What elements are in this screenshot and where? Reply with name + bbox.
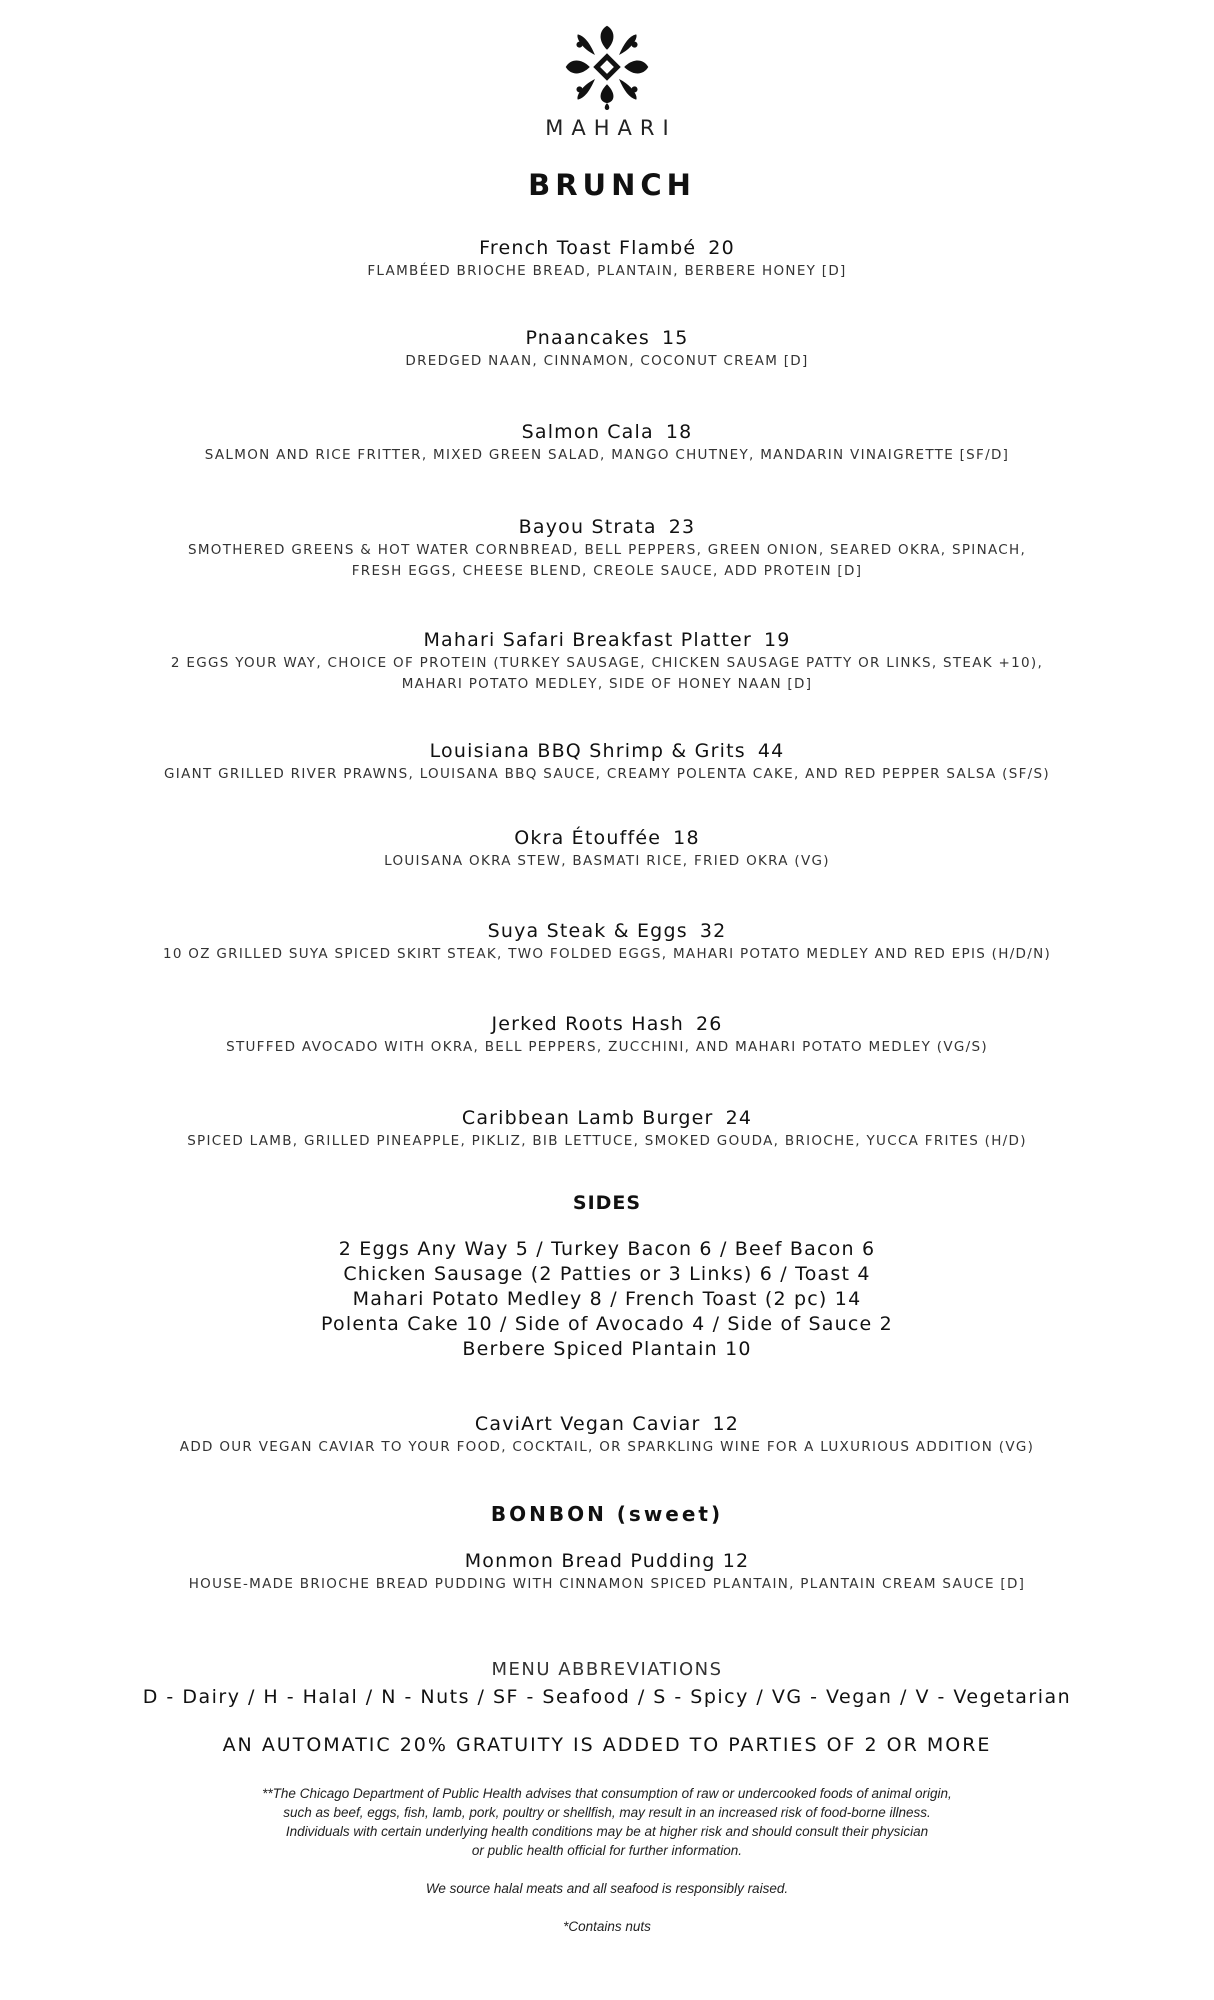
item-name-line (0, 1012, 1214, 1036)
sides-line: Berbere Spiced Plantain 10 (462, 1338, 752, 1360)
item-description: SALMON AND RICE FRITTER, MIXED GREEN SALAD, MANGO CHUTNEY, MANDARIN VINAIGRETTE [SF/D] (204, 447, 1010, 463)
item-name: Suya Steak & Eggs (487, 920, 688, 942)
menu-item (0, 326, 1214, 371)
abbreviations-block (0, 1658, 1214, 1710)
item-name-line (0, 515, 1214, 539)
nuts-note: *Contains nuts (563, 1919, 651, 1934)
item-name: Monmon Bread Pudding 12 (464, 1550, 750, 1572)
item-name-line (0, 739, 1214, 763)
sides-title: SIDES (572, 1192, 642, 1214)
sides-line: 2 Eggs Any Way 5 / Turkey Bacon 6 / Beef Bacon 6 (338, 1238, 876, 1260)
item-name: French Toast Flambé (479, 237, 697, 259)
item-description: ADD OUR VEGAN CAVIAR TO YOUR FOOD, COCKTAIL, OR SPARKLING WINE FOR A LUXURIOUS ADDITION (VG) (179, 1439, 1035, 1455)
item-name-line (0, 420, 1214, 444)
disclaimer-line: Individuals with certain underlying health conditions may be at higher risk and should consult their physician (285, 1824, 929, 1839)
caviar-item (0, 1412, 1214, 1457)
sourcing-note: We source halal meats and all seafood is responsibly raised. (425, 1881, 789, 1896)
item-description: HOUSE-MADE BRIOCHE BREAD PUDDING WITH CINNAMON SPICED PLANTAIN, PLANTAIN CREAM SAUCE [D] (188, 1576, 1026, 1592)
gratuity-notice: AN AUTOMATIC 20% GRATUITY IS ADDED TO PARTIES OF 2 OR MORE (222, 1734, 992, 1756)
item-price: 23 (668, 516, 696, 538)
abbreviations-title: MENU ABBREVIATIONS (491, 1659, 723, 1680)
item-price: 20 (708, 237, 735, 259)
menu-item (0, 1106, 1214, 1151)
bonbon-title: BONBON (sweet) (490, 1502, 724, 1526)
item-name-line (0, 628, 1214, 652)
item-name: CaviArt Vegan Caviar (474, 1413, 701, 1435)
item-price: 44 (757, 740, 785, 762)
item-description: SPICED LAMB, GRILLED PINEAPPLE, PIKLIZ, BIB LETTUCE, SMOKED GOUDA, BRIOCHE, YUCCA FRITES (H/D) (187, 1133, 1027, 1149)
disclaimer-line: **The Chicago Department of Public Health advises that consumption of raw or undercooked foods of animal origin, (262, 1786, 952, 1801)
sides-line: Chicken Sausage (2 Patties or 3 Links) 6 / Toast 4 (343, 1263, 871, 1285)
item-name-line (0, 326, 1214, 350)
mahari-logo-icon (564, 24, 650, 110)
item-description: FLAMBÉED BRIOCHE BREAD, PLANTAIN, BERBERE HONEY [D] (367, 263, 847, 279)
health-disclaimer (0, 1784, 1214, 1936)
item-price: 19 (763, 629, 791, 651)
item-price: 15 (661, 327, 689, 349)
item-name: Okra Étouffée (514, 827, 662, 849)
item-description: SMOTHERED GREENS & HOT WATER CORNBREAD, BELL PEPPERS, GREEN ONION, SEARED OKRA, SPINACH, (187, 542, 1027, 558)
item-name: Bayou Strata (518, 516, 657, 538)
sides-list (0, 1237, 1214, 1362)
item-name: Louisiana BBQ Shrimp & Grits (429, 740, 746, 762)
sides-line: Polenta Cake 10 / Side of Avocado 4 / Side of Sauce 2 (321, 1313, 893, 1335)
abbreviations-line: D - Dairy / H - Halal / N - Nuts / SF - Seafood / S - Spicy / VG - Vegan / V - Vegetarian (142, 1686, 1072, 1708)
menu-item (0, 826, 1214, 871)
item-price: 18 (665, 421, 693, 443)
item-price: 24 (725, 1107, 753, 1129)
item-price: 18 (673, 827, 700, 849)
item-description: MAHARI POTATO MEDLEY, SIDE OF HONEY NAAN [D] (401, 676, 813, 692)
spacer (0, 1860, 1214, 1879)
sides-line: Mahari Potato Medley 8 / French Toast (2 pc) 14 (352, 1288, 862, 1310)
disclaimer-line: such as beef, eggs, fish, lamb, pork, poultry or shellfish, may result in an increased risk of food-borne illness. (283, 1805, 931, 1820)
item-price: 26 (695, 1013, 723, 1035)
item-name: Jerked Roots Hash (491, 1013, 684, 1035)
item-name-line (0, 1106, 1214, 1130)
item-description: LOUISANA OKRA STEW, BASMATI RICE, FRIED OKRA (VG) (384, 853, 830, 869)
menu-item (0, 919, 1214, 964)
disclaimer-line: or public health official for further information. (471, 1843, 743, 1858)
menu-item (0, 628, 1214, 694)
item-name-line (0, 919, 1214, 943)
item-name-line (0, 826, 1214, 850)
item-price: 12 (712, 1413, 740, 1435)
brand-name: MAHARI (545, 116, 677, 140)
menu-item (0, 739, 1214, 784)
item-name: Salmon Cala (521, 421, 654, 443)
item-name-line (0, 1412, 1214, 1436)
brand-logo (0, 24, 1214, 140)
menu-item (0, 1012, 1214, 1057)
item-description: 10 OZ GRILLED SUYA SPICED SKIRT STEAK, TWO FOLDED EGGS, MAHARI POTATO MEDLEY AND RED EPIS (H/D/N) (162, 946, 1052, 962)
item-description: 2 EGGS YOUR WAY, CHOICE OF PROTEIN (TURKEY SAUSAGE, CHICKEN SAUSAGE PATTY OR LINKS, STEAK +10), (170, 655, 1044, 671)
menu-item (0, 236, 1214, 281)
item-description: FRESH EGGS, CHEESE BLEND, CREOLE SAUCE, ADD PROTEIN [D] (351, 563, 863, 579)
menu-item (0, 515, 1214, 581)
spacer (0, 1898, 1214, 1917)
item-price: 32 (699, 920, 727, 942)
menu-title: BRUNCH (528, 168, 696, 202)
item-description: STUFFED AVOCADO WITH OKRA, BELL PEPPERS, ZUCCHINI, AND MAHARI POTATO MEDLEY (VG/S) (226, 1039, 988, 1055)
item-description: GIANT GRILLED RIVER PRAWNS, LOUISANA BBQ SAUCE, CREAMY POLENTA CAKE, AND RED PEPPER SALSA (SF/S) (164, 766, 1050, 782)
item-name-line (0, 236, 1214, 260)
item-name: Caribbean Lamb Burger (461, 1107, 714, 1129)
menu-item (0, 420, 1214, 465)
dessert-item (0, 1549, 1214, 1594)
item-name: Pnaancakes (525, 327, 650, 349)
item-description: DREDGED NAAN, CINNAMON, COCONUT CREAM [D] (405, 353, 809, 369)
item-name: Mahari Safari Breakfast Platter (423, 629, 752, 651)
